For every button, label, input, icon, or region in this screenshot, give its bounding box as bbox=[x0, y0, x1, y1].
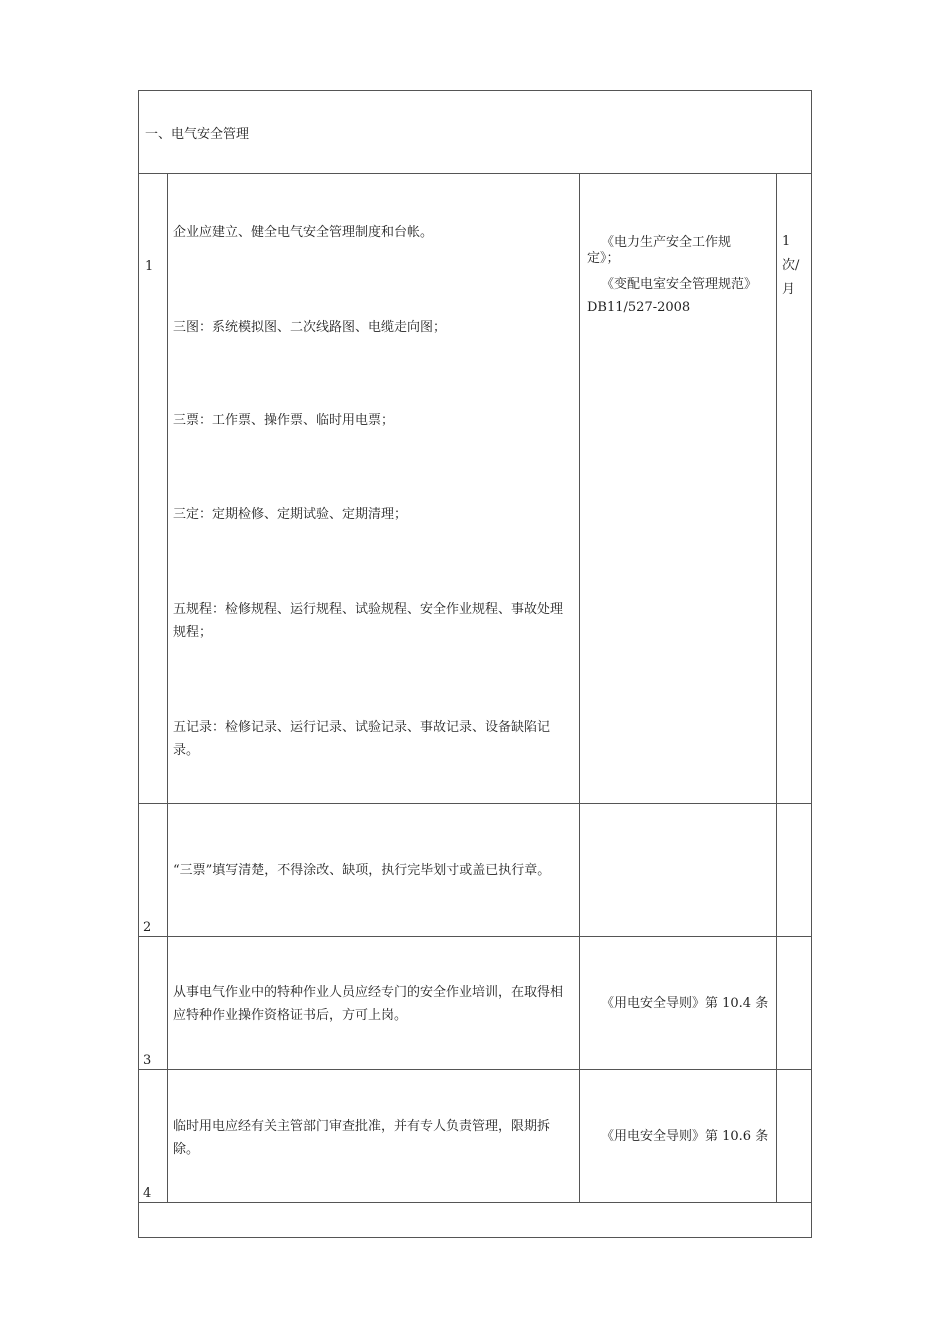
row-number: 2 bbox=[143, 920, 152, 935]
row-1-frequency: 1 次/月 bbox=[782, 234, 800, 297]
row-1-item: 三图：系统模拟图、二次线路图、电缆走向图； bbox=[173, 320, 447, 335]
row-number: 3 bbox=[143, 1053, 152, 1068]
row-number: 1 bbox=[145, 259, 154, 274]
row-1-item: 三票：工作票、操作票、临时用电票； bbox=[173, 413, 395, 428]
row-1-basis: 《变配电室安全管理规范》 bbox=[601, 277, 758, 292]
column-divider bbox=[167, 173, 168, 1202]
row-divider bbox=[139, 1069, 811, 1070]
column-divider bbox=[579, 173, 580, 1202]
row-1-basis: 《电力生产安全工作规定》； bbox=[587, 235, 732, 266]
row-divider bbox=[139, 1202, 811, 1203]
row-number: 4 bbox=[143, 1186, 152, 1201]
row-divider bbox=[139, 173, 811, 174]
column-divider bbox=[776, 173, 777, 1202]
row-3-content: 从事电气作业中的特种作业人员应经专门的安全作业培训，在取得相应特种作业操作资格证书后，方可上岗。 bbox=[173, 985, 564, 1023]
row-divider bbox=[139, 803, 811, 804]
row-2-content: “三票”填写清楚，不得涂改、缺项，执行完毕划寸或盖已执行章。 bbox=[173, 863, 551, 878]
row-1-item: 五规程：检修规程、运行规程、试验规程、安全作业规程、事故处理规程； bbox=[173, 602, 564, 640]
row-4-basis: 《用电安全导则》第 10.6 条 bbox=[601, 1129, 769, 1144]
row-4-content: 临时用电应经有关主管部门审查批准，并有专人负责管理，限期拆除。 bbox=[173, 1119, 551, 1157]
row-1-item: 企业应建立、健全电气安全管理制度和台帐。 bbox=[173, 225, 434, 240]
row-1-item: 五记录：检修记录、运行记录、试验记录、事故记录、设备缺陷记录。 bbox=[173, 720, 551, 758]
row-1-basis: DB11/527-2008 bbox=[587, 300, 691, 315]
row-divider bbox=[139, 936, 811, 937]
section-title: 一、电气安全管理 bbox=[145, 127, 250, 142]
row-3-basis: 《用电安全导则》第 10.4 条 bbox=[601, 996, 769, 1011]
row-1-item: 三定：定期检修、定期试验、定期清理； bbox=[173, 507, 408, 522]
inspection-table bbox=[138, 90, 812, 1238]
